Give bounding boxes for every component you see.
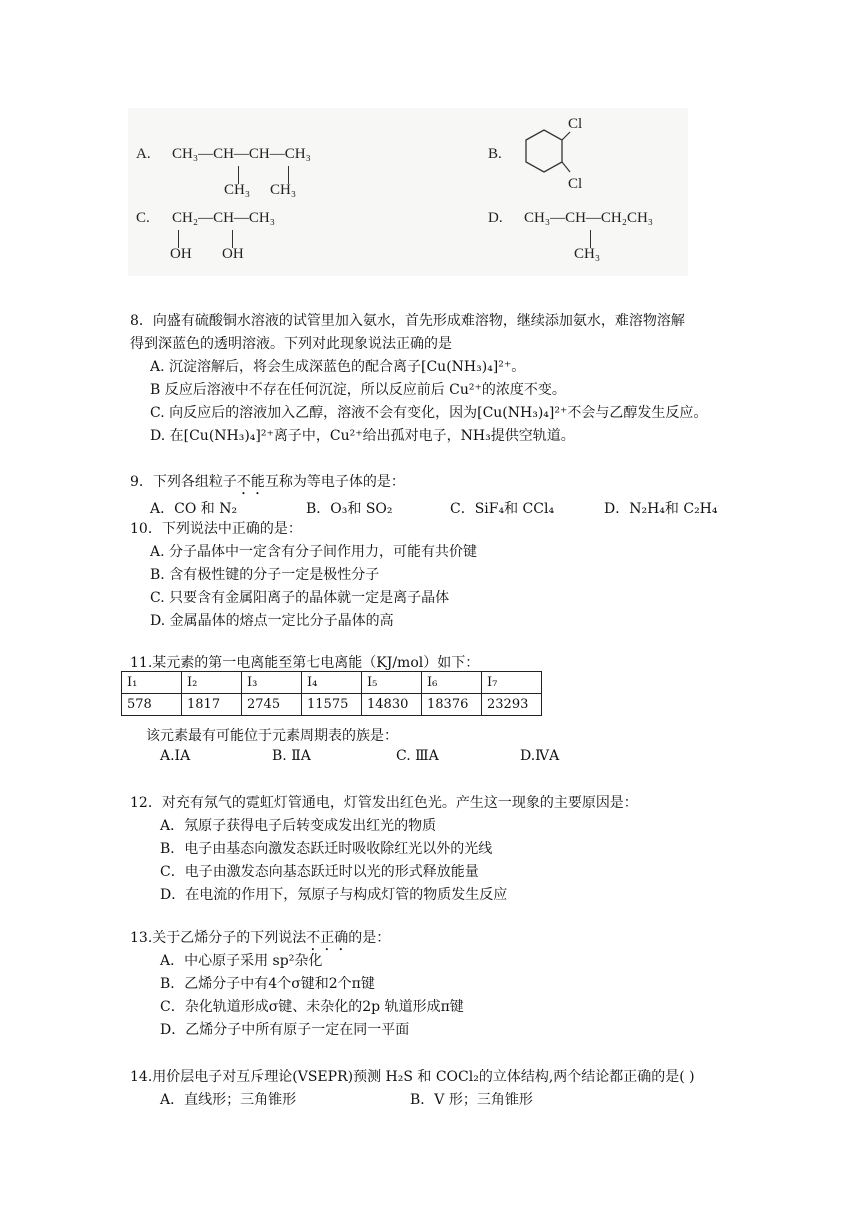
- table-header-cell: I₁: [122, 672, 182, 694]
- question-9-stem-post: 互称为等电子体的是：: [264, 474, 405, 490]
- question-9-option-c[interactable]: C．SiF₄和 CCl₄: [450, 501, 555, 517]
- option-c-label: C.: [136, 210, 150, 226]
- table-header-row: [122, 672, 542, 694]
- question-10-option-d[interactable]: D. 金属晶体的熔点一定比分子晶体的高: [150, 613, 394, 629]
- question-10-option-c[interactable]: C. 只要含有金属阳离子的晶体就一定是离子晶体: [150, 590, 450, 606]
- table-cell: 1817: [182, 694, 242, 716]
- cyclohexane-ring-icon: [514, 126, 574, 182]
- option-c-hydroxyl-2: OH: [222, 246, 244, 262]
- question-9-option-a[interactable]: A．CO 和 N₂: [150, 501, 238, 517]
- option-a-chain: CH₃—CH—CH—CH₃: [172, 146, 311, 162]
- question-14-option-a[interactable]: A．直线形；三角锥形: [160, 1092, 297, 1108]
- table-header-cell: I₅: [362, 672, 422, 694]
- question-12-option-d[interactable]: D．在电流的作用下，氖原子与构成灯管的物质发生反应: [160, 887, 508, 903]
- question-12-option-b[interactable]: B．电子由基态向激发态跃迁时吸收除红光以外的光线: [160, 841, 493, 857]
- option-d-chain: CH₃—CH—CH₂CH₃: [524, 210, 654, 226]
- question-11-option-b[interactable]: B. ⅡA: [272, 748, 311, 764]
- question-9-option-d[interactable]: D．N₂H₄和 C₂H₄: [604, 501, 718, 517]
- question-12-option-a[interactable]: A．氖原子获得电子后转变成发出红光的物质: [160, 818, 437, 834]
- question-13-option-b[interactable]: B．乙烯分子中有4个σ键和2个π键: [160, 976, 375, 992]
- question-8-option-d[interactable]: D. 在[Cu(NH₃)₄]²⁺离子中，Cu²⁺给出孤对电子，NH₃提供空轨道。: [150, 428, 575, 444]
- question-10-option-a[interactable]: A. 分子晶体中一定含有分子间作用力，可能有共价键: [150, 544, 478, 560]
- ionization-energy-table: [121, 671, 542, 716]
- option-b-chloro-2: Cl: [568, 176, 583, 192]
- question-11-option-a[interactable]: A.ⅠA: [160, 748, 191, 764]
- question-8-stem-line-2: 得到深蓝色的透明溶液。下列对此现象说法正确的是: [130, 336, 452, 352]
- question-8-option-c[interactable]: C. 向反应后的溶液加入乙醇，溶液不会有变化，因为[Cu(NH₃)₄]²⁺不会与乙醇发生反应。: [150, 405, 708, 421]
- table-header-cell: I₃: [242, 672, 302, 694]
- question-13-option-a[interactable]: A．中心原子采用 sp²杂化: [160, 953, 323, 969]
- question-8-option-a[interactable]: A. 沉淀溶解后，将会生成深蓝色的配合离子[Cu(NH₃)₄]²⁺。: [150, 359, 526, 375]
- table-header-cell: I₇: [482, 672, 542, 694]
- question-8-stem-line-1: 8．向盛有硫酸铜水溶液的试管里加入氨水，首先形成难溶物，继续添加氨水，难溶物溶解: [130, 313, 685, 329]
- table-row: [122, 694, 542, 716]
- question-9-stem-emphasis: 不能: [236, 474, 265, 490]
- question-11-option-c[interactable]: C. ⅢA: [396, 748, 439, 764]
- question-13-option-d[interactable]: D．乙烯分子中所有原子一定在同一平面: [160, 1022, 410, 1038]
- question-11-stem: 11.某元素的第一电离能至第七电离能（KJ/mol）如下：: [130, 655, 480, 671]
- structure-options-panel: [128, 108, 688, 276]
- option-b-chloro-1: Cl: [568, 116, 583, 132]
- option-a-label: A.: [136, 146, 151, 162]
- question-11-question: 该元素最有可能位于元素周期表的族是：: [146, 728, 398, 744]
- question-13-stem-pre: 13.关于乙烯分子的下列说法: [130, 930, 307, 946]
- table-header-cell: I₆: [422, 672, 482, 694]
- question-12-option-c[interactable]: C．电子由激发态向基态跃迁时以光的形式释放能量: [160, 864, 479, 880]
- table-cell: 2745: [242, 694, 302, 716]
- question-14-stem: 14.用价层电子对互斥理论(VSEPR)预测 H₂S 和 COCl₂的立体结构,两个结论都正确的是( ): [130, 1069, 695, 1085]
- option-d-branch: CH₃: [574, 246, 601, 262]
- question-12-stem: 12．对充有氖气的霓虹灯管通电，灯管发出红色光。产生这一现象的主要原因是：: [130, 795, 638, 811]
- question-10-stem: 10．下列说法中正确的是：: [130, 521, 302, 537]
- question-13-stem-emphasis: 不正确: [306, 930, 349, 946]
- question-11-option-d[interactable]: D.ⅣA: [520, 748, 560, 764]
- question-14-option-b[interactable]: B．V 形；三角锥形: [410, 1092, 533, 1108]
- table-cell: 578: [122, 694, 182, 716]
- table-cell: 23293: [482, 694, 542, 716]
- option-c-chain: CH₂—CH—CH₃: [172, 210, 275, 226]
- table-header-cell: I₄: [302, 672, 362, 694]
- option-a-branch-2: CH₃: [270, 182, 297, 198]
- option-c-hydroxyl-1: OH: [170, 246, 192, 262]
- table-cell: 18376: [422, 694, 482, 716]
- option-b-label: B.: [488, 146, 502, 162]
- option-d-label: D.: [488, 210, 503, 226]
- table-cell: 11575: [302, 694, 362, 716]
- question-9-stem-pre: 9．下列各组粒子: [130, 474, 237, 490]
- question-8-option-b[interactable]: B 反应后溶液中不存在任何沉淀，所以反应前后 Cu²⁺的浓度不变。: [150, 382, 566, 398]
- table-cell: 14830: [362, 694, 422, 716]
- table-header-cell: I₂: [182, 672, 242, 694]
- option-a-branch-1: CH₃: [224, 182, 251, 198]
- question-9-stem: [130, 471, 405, 498]
- question-13-option-c[interactable]: C．杂化轨道形成σ键、未杂化的2p 轨道形成π键: [160, 999, 464, 1015]
- question-13-stem-post: 的是：: [348, 930, 391, 946]
- question-9-option-b[interactable]: B．O₃和 SO₂: [306, 501, 393, 517]
- question-10-option-b[interactable]: B. 含有极性键的分子一定是极性分子: [150, 567, 380, 583]
